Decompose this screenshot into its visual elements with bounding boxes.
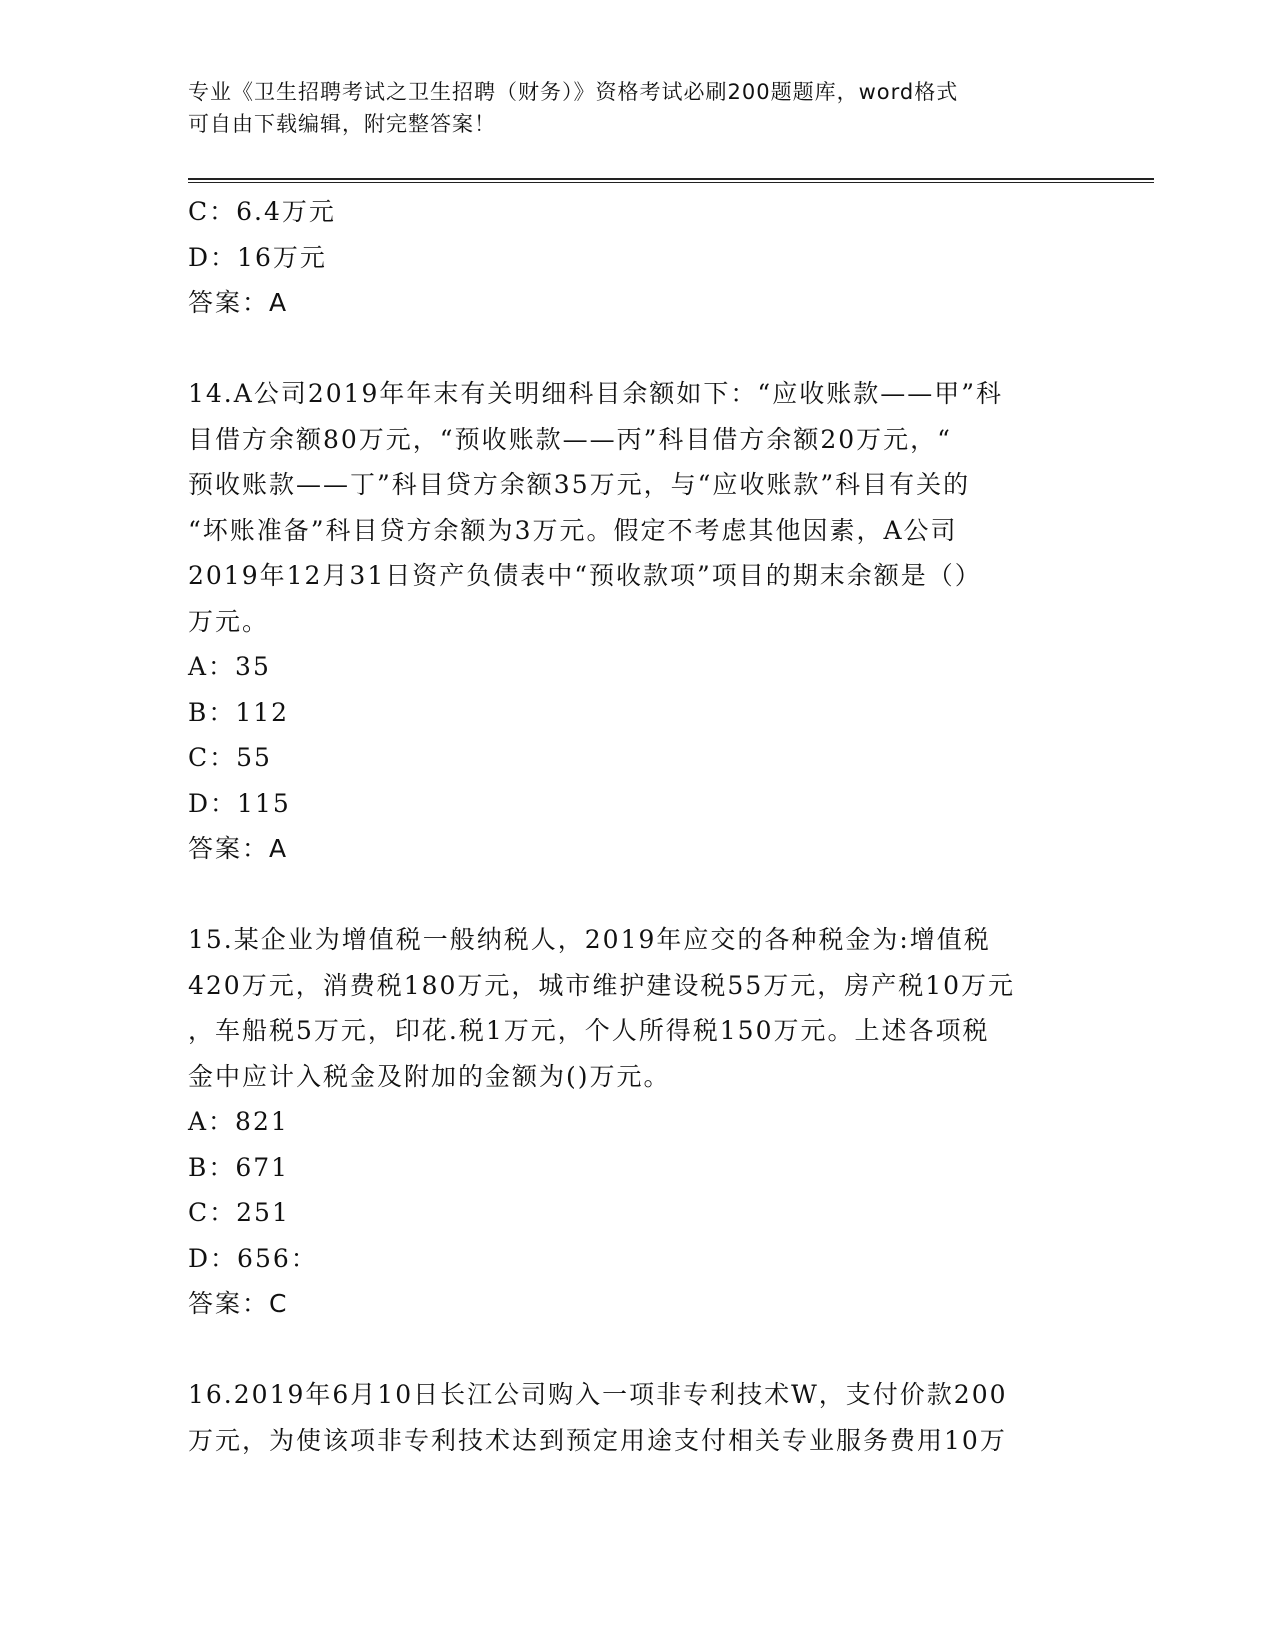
spacer <box>188 326 1088 372</box>
q16-stem-line: 16.2019年6月10日长江公司购入一项非专利技术W，支付价款200 <box>188 1380 1008 1409</box>
header-title-line-2: 可自由下载编辑，附完整答案！ <box>188 112 496 136</box>
q15-option-c: C：251 <box>188 1198 290 1227</box>
q13-answer: 答案：A <box>188 288 289 317</box>
q14-stem-line: 2019年12月31日资产负债表中“预收款项”项目的期末余额是（） <box>188 561 982 590</box>
q14-stem-line: 预收账款——丁”科目贷方余额35万元，与“应收账款”科目有关的 <box>188 470 971 499</box>
q15-stem-line: ，车船税5万元，印花.税1万元，个人所得税150万元。上述各项税 <box>188 1016 990 1045</box>
q15-option-d: D：656： <box>188 1243 318 1273</box>
header-title-line-1: 专业《卫生招聘考试之卫生招聘（财务）》资格考试必刷200题题库，word格式 <box>188 80 959 104</box>
q14-answer: 答案：A <box>188 834 289 863</box>
header-divider-thick <box>188 178 1154 180</box>
header-divider-thin <box>188 182 1154 183</box>
q15-stem-line: 15.某企业为增值税一般纳税人，2019年应交的各种税金为:增值税 <box>188 925 991 954</box>
q14-option-c: C：55 <box>188 743 272 772</box>
q14-stem <box>188 371 1088 644</box>
q14-option-b: B：112 <box>188 697 290 727</box>
q14-stem-line: 目借方余额80万元，“预收账款——丙”科目借方余额20万元，“ <box>188 424 952 454</box>
q15-stem-line: 金中应计入税金及附加的金额为()万元。 <box>188 1061 671 1091</box>
spacer <box>188 1327 1088 1373</box>
q13-option-c: C：6.4万元 <box>188 197 336 226</box>
document-body <box>188 189 1088 1463</box>
q14-stem-line: 14.A公司2019年年末有关明细科目余额如下：“应收账款——甲”科 <box>188 379 1003 408</box>
q13-option-d: D：16万元 <box>188 242 327 272</box>
q15-answer: 答案：C <box>188 1289 289 1318</box>
q14-stem-line: 万元。 <box>188 606 270 636</box>
document-header <box>188 76 1088 140</box>
q14-option-d: D：115 <box>188 788 291 818</box>
q15-stem <box>188 917 1088 1099</box>
q14-stem-line: “坏账准备”科目贷方余额为3万元。假定不考虑其他因素，A公司 <box>188 515 958 545</box>
q16-stem <box>188 1372 1088 1463</box>
q15-option-b: B：671 <box>188 1152 290 1182</box>
q15-stem-line: 420万元，消费税180万元，城市维护建设税55万元，房产税10万元 <box>188 970 1016 1000</box>
q16-stem-line: 万元，为使该项非专利技术达到预定用途支付相关专业服务费用10万 <box>188 1425 1007 1455</box>
q14-option-a: A：35 <box>188 652 271 681</box>
q15-option-a: A：821 <box>188 1107 289 1136</box>
spacer <box>188 872 1088 918</box>
